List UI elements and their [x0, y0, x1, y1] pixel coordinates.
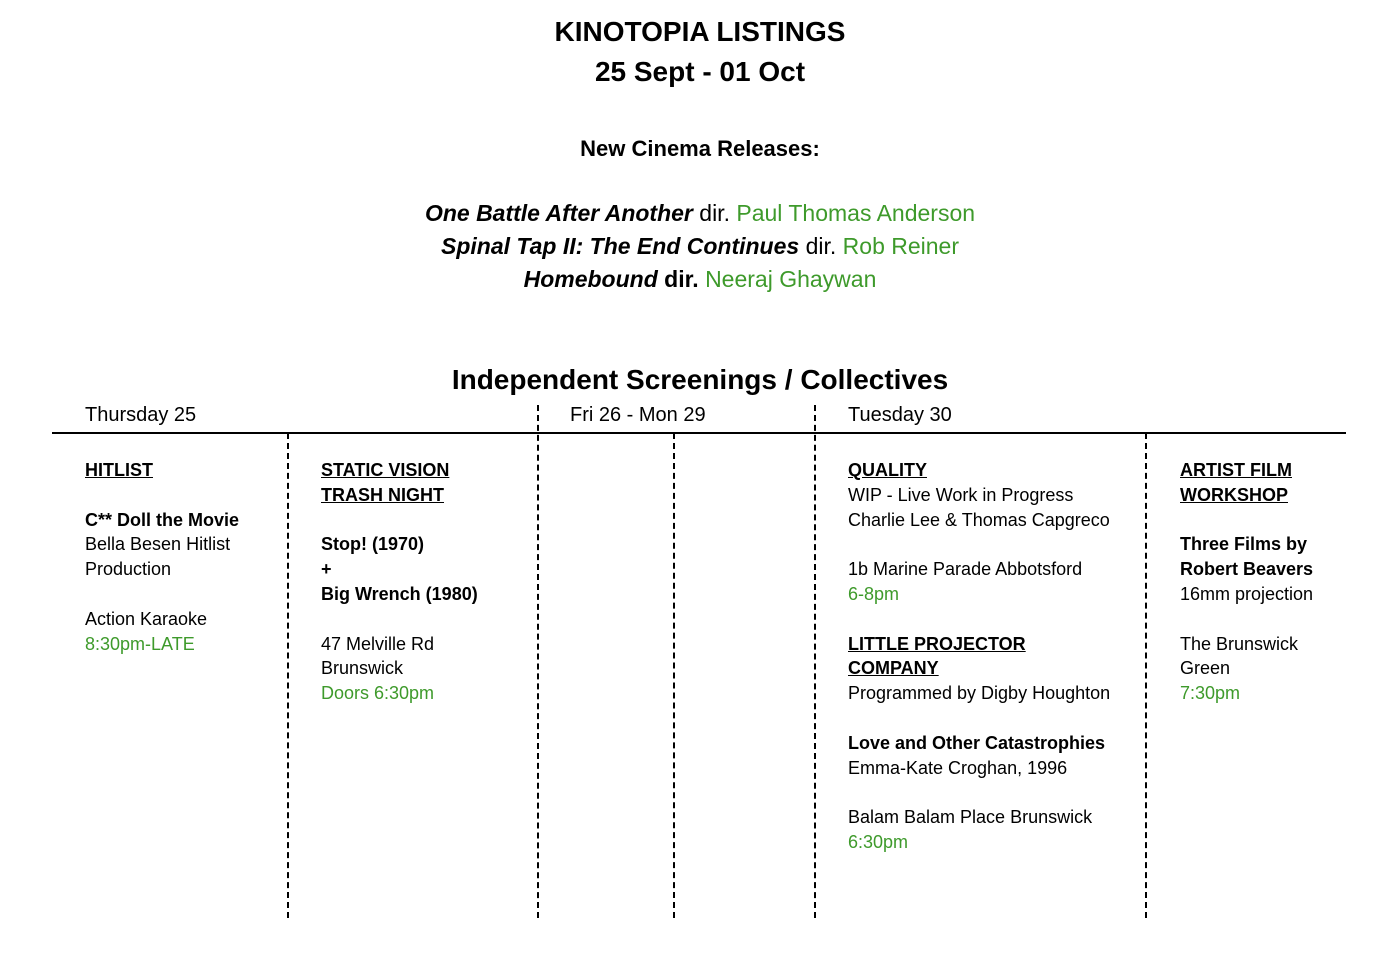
release-dir-label: dir. — [664, 266, 699, 292]
credit: Emma-Kate Croghan, 1996 — [848, 757, 1068, 778]
column-divider — [814, 405, 816, 918]
event-name: Action Karaoke — [85, 608, 208, 629]
release-title: Homebound — [523, 266, 658, 292]
venue-name: HITLIST — [85, 460, 153, 480]
release-title: One Battle After Another — [424, 200, 693, 226]
venue-name: QUALITY — [848, 460, 927, 480]
listing-artist-film-workshop — [1180, 458, 1380, 706]
release-director: Paul Thomas Anderson — [736, 200, 976, 226]
address: Brunswick — [321, 658, 404, 679]
listing-hitlist — [85, 458, 280, 656]
event-time: Doors 6:30pm — [321, 683, 435, 704]
event-time: 6-8pm — [848, 583, 900, 604]
new-releases-heading: New Cinema Releases: — [580, 136, 820, 161]
address: 1b Marine Parade Abbotsford — [848, 559, 1083, 580]
release-dir-label: dir. — [699, 200, 730, 226]
film-title: Big Wrench (1980) — [321, 583, 478, 604]
film-title: Robert Beavers — [1180, 559, 1314, 580]
event-time: 6:30pm — [848, 831, 909, 852]
column-divider — [537, 405, 539, 918]
credit: Charlie Lee & Thomas Capgreco — [848, 509, 1110, 530]
column-divider — [673, 433, 675, 918]
address: Green — [1180, 658, 1231, 679]
page-title: KINOTOPIA LISTINGS — [554, 16, 846, 47]
film-title: C** Doll the Movie — [85, 509, 240, 530]
release-director: Rob Reiner — [842, 233, 960, 259]
release-dir-label: dir. — [805, 233, 837, 259]
venue-name: LITTLE PROJECTOR — [848, 633, 1026, 654]
day-label-fri-mon: Fri 26 - Mon 29 — [570, 404, 706, 426]
programmer: Programmed by Digby Houghton — [848, 683, 1111, 704]
listing-static-vision — [321, 458, 531, 706]
venue-name: TRASH NIGHT — [321, 484, 444, 505]
double-bill-plus: + — [321, 559, 332, 580]
release-item — [0, 199, 1400, 227]
address: Balam Balam Place Brunswick — [848, 807, 1093, 828]
address: 47 Melville Rd — [321, 633, 435, 654]
film-title: Three Films by — [1180, 534, 1308, 555]
release-title: Spinal Tap II: The End Continues — [440, 233, 800, 259]
venue-name: ARTIST FILM — [1180, 460, 1292, 480]
release-item — [0, 265, 1400, 293]
header-divider — [52, 432, 1346, 434]
film-title: Love and Other Catastrophies — [848, 732, 1106, 753]
release-director: Neeraj Ghaywan — [705, 266, 877, 292]
credit: Bella Besen Hitlist — [85, 534, 231, 555]
event-name: WIP - Live Work in Progress — [848, 484, 1074, 505]
venue-name: STATIC VISION — [321, 460, 450, 480]
format: 16mm projection — [1180, 583, 1314, 604]
column-divider — [287, 433, 289, 918]
address: The Brunswick — [1180, 633, 1299, 654]
credit: Production — [85, 559, 172, 580]
date-range: 25 Sept - 01 Oct — [594, 56, 806, 87]
independent-heading: Independent Screenings / Collectives — [451, 364, 949, 395]
column-divider — [1145, 433, 1147, 918]
event-time: 7:30pm — [1180, 683, 1241, 704]
day-label-thursday: Thursday 25 — [85, 404, 197, 426]
venue-name: COMPANY — [848, 658, 939, 679]
day-label-tuesday: Tuesday 30 — [848, 404, 952, 426]
venue-name: WORKSHOP — [1180, 484, 1288, 505]
listing-tuesday — [848, 458, 1140, 855]
release-item — [0, 232, 1400, 260]
event-time: 8:30pm-LATE — [85, 633, 195, 654]
film-title: Stop! (1970) — [321, 534, 425, 555]
